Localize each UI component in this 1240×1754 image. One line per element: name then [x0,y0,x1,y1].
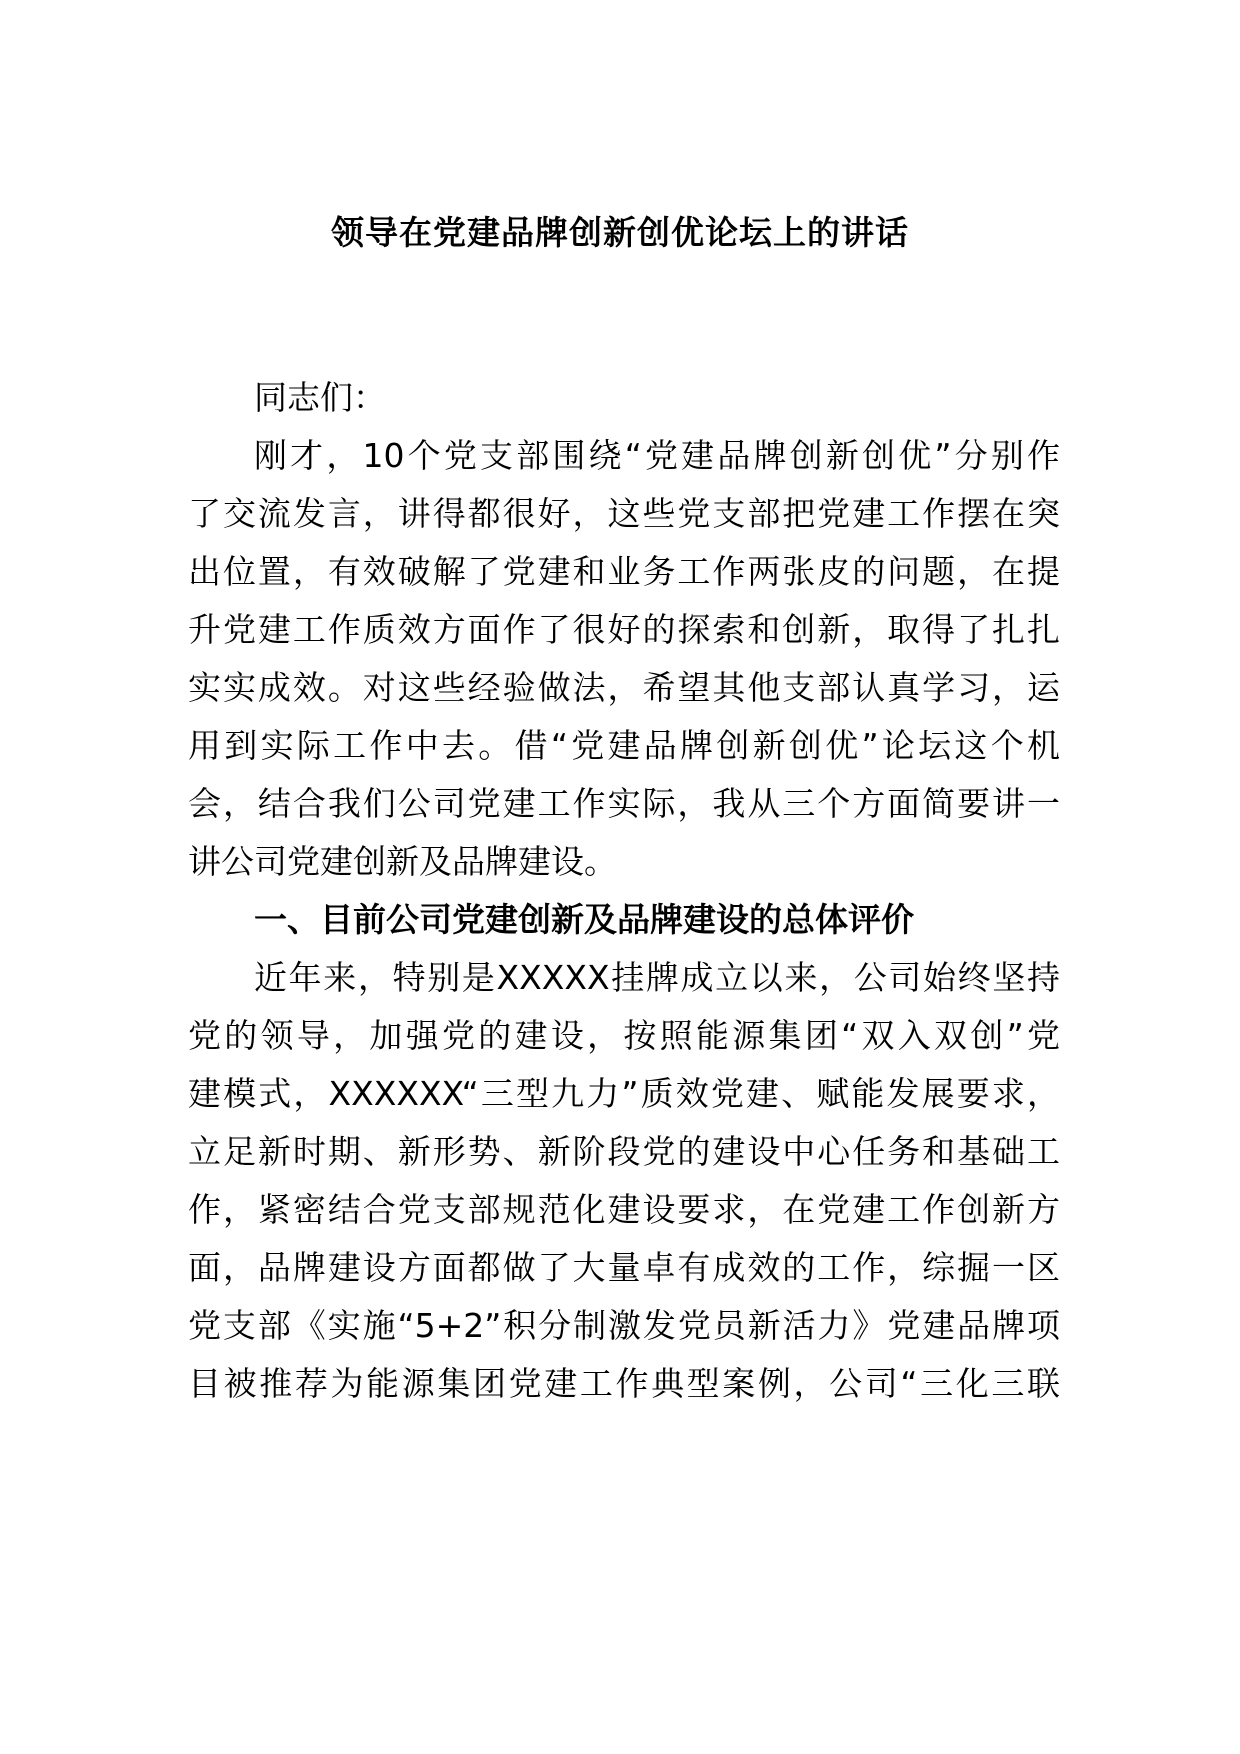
paragraph-line: 建模式，XXXXXX“三型九力”质效党建、赋能发展要求， [188,1074,1060,1113]
section-heading: 一、目前公司党建创新及品牌建设的总体评价 [254,900,914,939]
paragraph-line: 实实成效。对这些经验做法，希望其他支部认真学习，运 [188,668,1060,707]
document-title: 领导在党建品牌创新创优论坛上的讲话 [331,213,909,252]
paragraph-line: 会，结合我们公司党建工作实际，我从三个方面简要讲一 [188,784,1060,823]
paragraph-line: 刚才，10个党支部围绕“党建品牌创新创优”分别作 [254,436,1060,475]
paragraph-line: 党的领导，加强党的建设，按照能源集团“双入双创”党 [188,1016,1060,1055]
paragraph-line: 作，紧密结合党支部规范化建设要求，在党建工作创新方 [188,1190,1060,1229]
paragraph-line: 党支部《实施“5+2”积分制激发党员新活力》党建品牌项 [188,1306,1060,1345]
paragraph-line: 升党建工作质效方面作了很好的探索和创新，取得了扎扎 [188,610,1060,649]
paragraph-line: 讲公司党建创新及品牌建设。 [188,842,617,881]
paragraph-line: 出位置，有效破解了党建和业务工作两张皮的问题，在提 [188,552,1060,591]
paragraph-line: 近年来，特别是XXXXX挂牌成立以来，公司始终坚持 [254,958,1060,997]
salutation: 同志们： [254,378,386,417]
paragraph-line: 目被推荐为能源集团党建工作典型案例，公司“三化三联 [188,1364,1060,1403]
paragraph-line: 用到实际工作中去。借“党建品牌创新创优”论坛这个机 [188,726,1060,765]
paragraph-line: 面，品牌建设方面都做了大量卓有成效的工作，综掘一区 [188,1248,1060,1287]
paragraph-line: 了交流发言，讲得都很好，这些党支部把党建工作摆在突 [188,494,1060,533]
paragraph-line: 立足新时期、新形势、新阶段党的建设中心任务和基础工 [188,1132,1060,1171]
